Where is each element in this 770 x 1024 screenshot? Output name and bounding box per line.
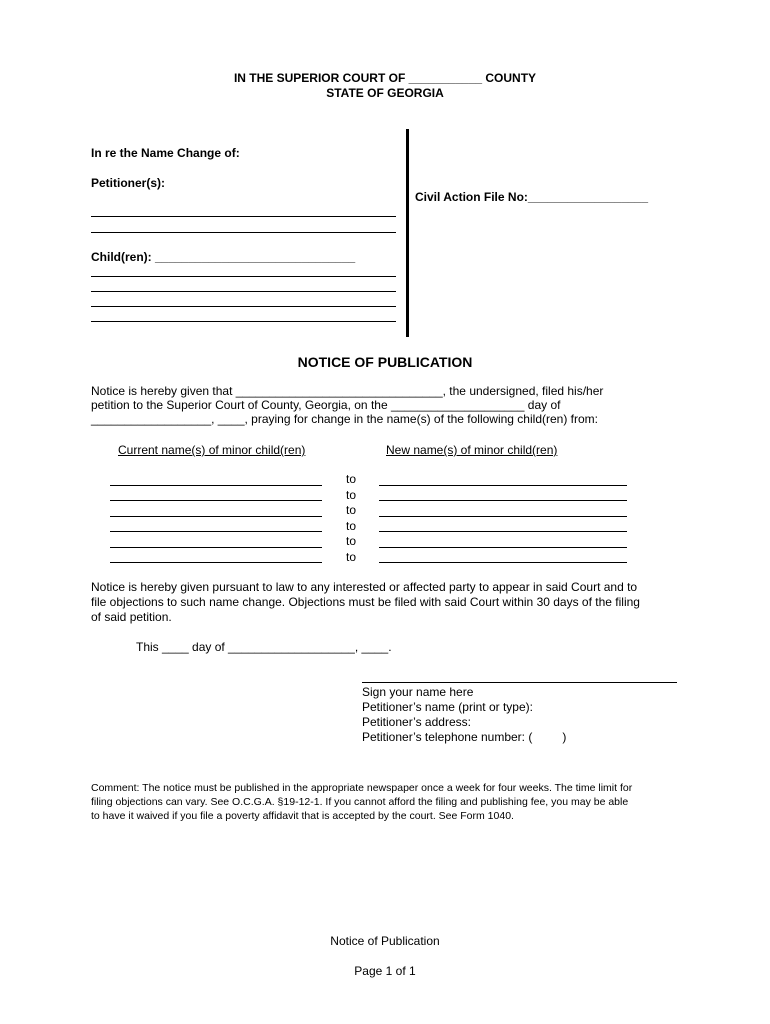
page-number: Page 1 of 1	[354, 964, 416, 978]
current-names-header: Current name(s) of minor child(ren)	[118, 443, 306, 457]
new-name-line[interactable]	[379, 562, 627, 563]
current-name-line[interactable]	[110, 531, 322, 532]
new-name-line[interactable]	[379, 547, 627, 548]
sign-name-label: Sign your name here	[362, 685, 474, 699]
comment-line-2: filing objections can vary. See O.C.G.A. §19-12-1. If you cannot afford the filing and publishing fee, you may be able	[91, 796, 629, 808]
objection-line-2: file objections to such name change. Objections must be filed with said Court within 30 days of the filing	[91, 595, 640, 609]
current-name-line[interactable]	[110, 500, 322, 501]
to-label: to	[346, 550, 357, 564]
intro-line-1: Notice is hereby given that _______________________________, the undersigned, filed his/her	[91, 384, 604, 398]
to-label: to	[346, 534, 357, 548]
petitioner-line-2[interactable]	[91, 232, 396, 233]
objection-line-3: of said petition.	[91, 610, 172, 624]
intro-line-2: petition to the Superior Court of County, Georgia, on the ____________________ day of	[91, 398, 561, 412]
new-name-line[interactable]	[379, 516, 627, 517]
children-label: Child(ren): ______________________________	[91, 250, 356, 264]
current-name-line[interactable]	[110, 516, 322, 517]
intro-line-3: __________________, ____, praying for change in the name(s) of the following child(ren) from:	[91, 412, 598, 426]
petitioner-line-1[interactable]	[91, 216, 396, 217]
petitioner-name-label: Petitioner’s name (print or type):	[362, 700, 533, 714]
in-re-label: In re the Name Change of:	[91, 146, 240, 160]
footer-title: Notice of Publication	[330, 934, 440, 948]
civil-action-file-no: Civil Action File No:__________________	[415, 190, 649, 204]
state-heading: STATE OF GEORGIA	[326, 86, 444, 100]
new-name-line[interactable]	[379, 531, 627, 532]
document-title: NOTICE OF PUBLICATION	[297, 354, 473, 370]
to-label: to	[346, 519, 357, 533]
child-line-1[interactable]	[91, 276, 396, 277]
child-line-3[interactable]	[91, 306, 396, 307]
child-line-2[interactable]	[91, 291, 396, 292]
petitioners-label: Petitioner(s):	[91, 176, 166, 190]
petitioner-address-label: Petitioner’s address:	[362, 715, 471, 729]
signature-line[interactable]	[362, 682, 677, 683]
date-line: This ____ day of ___________________, ____.	[136, 640, 392, 654]
current-name-line[interactable]	[110, 547, 322, 548]
caption-divider	[406, 129, 409, 337]
to-label: to	[346, 472, 357, 486]
current-name-line[interactable]	[110, 485, 322, 486]
comment-line-3: to have it waived if you file a poverty affidavit that is accepted by the court. See Form 1040.	[91, 810, 514, 822]
court-heading: IN THE SUPERIOR COURT OF ___________ COUNTY	[233, 71, 537, 85]
comment-line-1: Comment: The notice must be published in the appropriate newspaper once a week for four weeks. The time limit for	[91, 782, 633, 794]
objection-line-1: Notice is hereby given pursuant to law to any interested or affected party to appear in said Court and to	[91, 580, 638, 594]
new-name-line[interactable]	[379, 500, 627, 501]
petitioner-phone-label: Petitioner’s telephone number: ( )	[362, 730, 567, 744]
child-line-4[interactable]	[91, 321, 396, 322]
new-name-line[interactable]	[379, 485, 627, 486]
current-name-line[interactable]	[110, 562, 322, 563]
new-names-header: New name(s) of minor child(ren)	[386, 443, 558, 457]
to-label: to	[346, 503, 357, 517]
to-label: to	[346, 488, 357, 502]
